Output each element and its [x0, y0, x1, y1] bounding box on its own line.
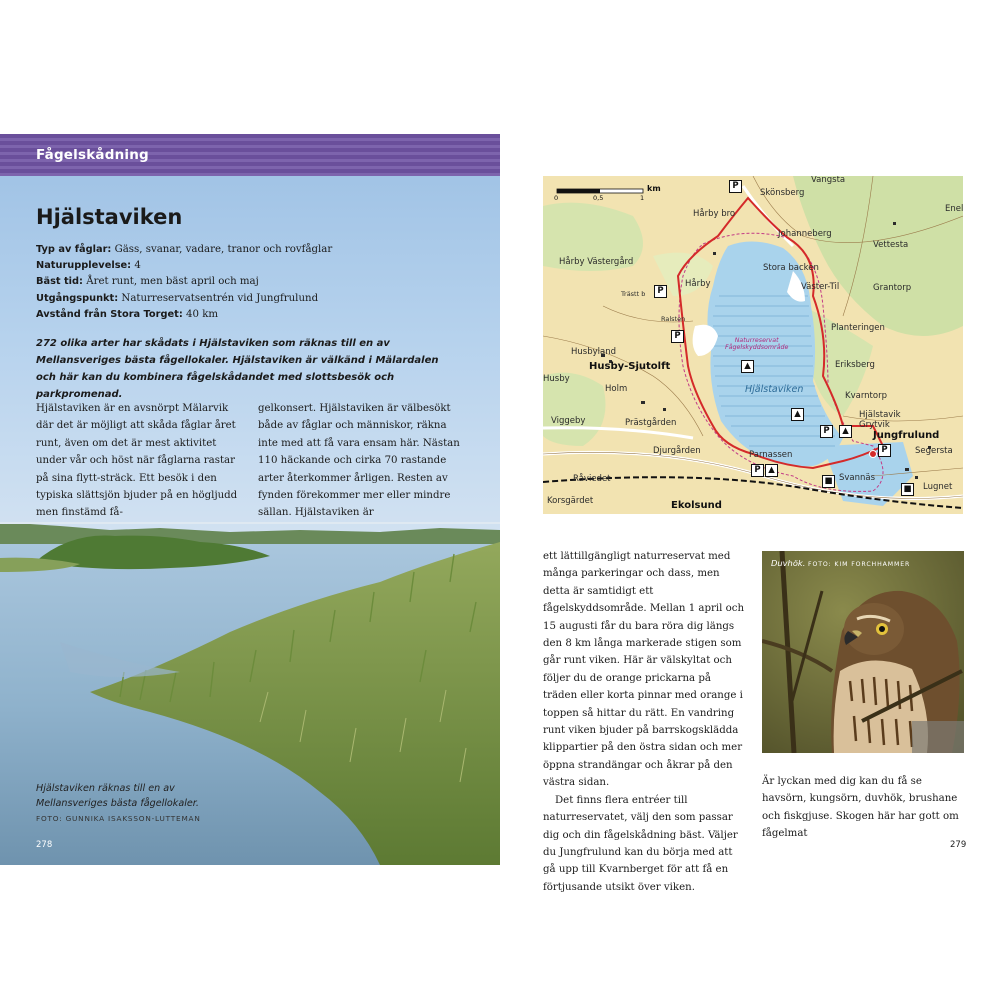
right-body-column-2: Är lyckan med dig kan du få se havsörn, kungsörn, duvhök, brushane och fiskgjuse. Skogen här har gott om fågelmat — [762, 776, 959, 840]
label-husbyland: Husbyland — [571, 347, 616, 357]
parking-icon: P — [820, 425, 833, 438]
label-parnassen: Parnassen — [749, 450, 793, 460]
goshawk-caption-text: Duvhök. — [771, 558, 806, 568]
body-column-2: gelkonsert. Hjälstaviken är välbesökt både av fåglar och människor, räkna inte med att få vara ensam här. Nästan 110 häckande och cirka 70 rastande arter återkommer årligen. Resten av fynden förekommer mer eller mindre sällan. Hjälstaviken är — [258, 403, 460, 519]
label-husby-sjutolft: Husby-Sjutolft — [589, 361, 671, 372]
label-harby: Hårby — [685, 279, 711, 289]
goshawk-photo-credit: FOTO: KIM FORCHHAMMER — [807, 561, 911, 568]
goshawk-caption — [771, 558, 910, 568]
parking-icon: P — [751, 464, 764, 477]
left-page — [0, 134, 500, 865]
scale-unit: km — [647, 184, 661, 193]
tower-icon: ▲ — [741, 360, 754, 373]
fact-value: 4 — [131, 260, 141, 272]
body-column-1: Hjälstaviken är en avsnörpt Mälarvik där det är möjligt att skåda fåglar året runt, även om det är mest aktivitet under vår och höst när fåglarna rastar på sina flytt-sträck. Ett besök i den typiska slättsjön bjuder på en högljudd men finstämd få- — [36, 403, 238, 519]
label-harby-bro: Hårby bro — [693, 209, 736, 219]
scale-tick-0: 0 — [554, 194, 559, 202]
label-reserve — [725, 337, 788, 351]
fact-item — [36, 307, 476, 323]
label-grantorp: Grantorp — [873, 283, 912, 293]
page-number-right: 279 — [950, 840, 967, 850]
label-ralsten: Ralsten — [661, 315, 686, 323]
label-grytvik: Grytvik — [859, 420, 890, 430]
label-vangsta: Vangsta — [811, 176, 846, 185]
fact-value: Gäss, svanar, vadare, tranor och rovfåglar — [111, 244, 333, 255]
label-kvarntorp: Kvarntorp — [845, 391, 887, 401]
parking-icon: P — [654, 285, 667, 298]
goshawk-photo — [762, 551, 964, 753]
photo-credit: FOTO: GUNNIKA ISAKSSON-LUTTEMAN — [36, 814, 201, 823]
right-paragraph-2: Det finns flera entréer till naturreservatet, välj den som passar dig och din fågelskådning bäst. Väljer du Jungfrulund kan du börja med att gå upp till Kvarnberget för att få en förtjusande utsikt över viken. — [543, 794, 738, 893]
page-title: Hjälstaviken — [36, 205, 183, 229]
label-holm: Holm — [605, 384, 628, 394]
label-raviedet: Råviedet — [573, 474, 611, 484]
area-map — [543, 176, 963, 514]
fact-item — [36, 291, 476, 307]
parking-icon: P — [729, 180, 742, 193]
bus-icon: ■ — [822, 475, 835, 488]
label-hjalstaviken-lake: Hjälstaviken — [745, 384, 804, 395]
photo-caption-text: Hjälstaviken räknas till en av Mellansveriges bästa fågellokaler. — [36, 783, 199, 809]
label-viggeby: Viggeby — [551, 416, 586, 426]
label-svannas: Svannäs — [839, 473, 876, 483]
section-banner-title: Fågelskådning — [36, 147, 149, 163]
fact-label: Bäst tid: — [36, 276, 83, 288]
photo-caption — [36, 781, 246, 826]
section-banner — [0, 134, 500, 176]
parking-icon: P — [878, 444, 891, 457]
fact-label: Naturupplevelse: — [36, 260, 132, 272]
fact-item — [36, 258, 476, 274]
label-eriksberg: Eriksberg — [835, 360, 875, 370]
goshawk-image — [762, 551, 964, 753]
label-stora-backen: Stora backen — [763, 263, 819, 273]
page-number-left: 278 — [36, 840, 53, 850]
fact-value: Året runt, men bäst april och maj — [82, 276, 259, 288]
label-lugnet: Lugnet — [923, 482, 953, 492]
fact-list — [36, 242, 476, 323]
label-prastgarden: Prästgården — [625, 418, 677, 428]
label-skonsberg: Skönsberg — [760, 188, 805, 198]
fact-label: Avstånd från Stora Torget: — [36, 308, 183, 320]
label-planteringen: Planteringen — [831, 323, 885, 333]
fact-item — [36, 274, 476, 290]
label-johanneberg: Johanneberg — [778, 229, 832, 239]
label-harby-vastergard: Hårby Västergård — [559, 257, 634, 267]
label-vettesta: Vettesta — [873, 240, 909, 250]
label-jungfrulund: Jungfrulund — [873, 430, 940, 441]
label-segersta: Segersta — [915, 446, 953, 456]
label-vaster-til: Väster-Til — [801, 282, 840, 292]
fact-value: 40 km — [182, 308, 219, 320]
fact-label: Utgångspunkt: — [36, 292, 119, 304]
label-ekolsund: Ekolsund — [671, 500, 722, 511]
fact-item — [36, 242, 476, 258]
tower-icon: ▲ — [791, 408, 804, 421]
right-paragraph-1: ett lättillgängligt naturreservat med många parkeringar och dass, men detta är samtidigt ett fågelskyddsområde. Mellan 1 april och 15 augusti får du bara röra dig längs den 8 km långa markerade stigen som går runt viken. Här är välskyltat och följer du de orange prickarna på träden eller korta pinnar med orange i toppen så hittar du rätt. En vandring runt viken bjuder på barrskogsklädda klippartier på den östra sidan och mer öppna strandängar och åkrar på den västra sidan. — [543, 551, 745, 789]
label-enel: Enel — [945, 204, 963, 214]
fact-label: Typ av fåglar: — [36, 244, 112, 255]
scale-tick-1: 1 — [640, 194, 645, 202]
tower-icon: ▲ — [765, 464, 778, 477]
label-korsgardet: Korsgärdet — [547, 496, 594, 506]
intro-text: 272 olika arter har skådats i Hjälstaviken som räknas till en av Mellansveriges bästa fågellokaler. Hjälstaviken är välkänd i Mälardalen och här kan du kombinera fågelskådandet med slottsbesök och parkpromenad. — [36, 338, 439, 400]
label-husby: Husby — [543, 374, 570, 384]
right-body-column-1 — [543, 548, 745, 896]
label-reserve-text: Naturreservat Fågelskyddsområde — [725, 337, 789, 351]
bus-icon: ■ — [901, 483, 914, 496]
scale-tick-half: 0,5 — [593, 194, 604, 202]
label-hjalstavik: Hjälstavik — [859, 410, 901, 420]
label-djurgarden: Djurgården — [653, 446, 701, 456]
fact-value: Naturreservatsentrén vid Jungfrulund — [118, 292, 319, 304]
tower-icon: ▲ — [839, 425, 852, 438]
label-trastt: Trästt b — [621, 290, 646, 298]
parking-icon: P — [671, 330, 684, 343]
